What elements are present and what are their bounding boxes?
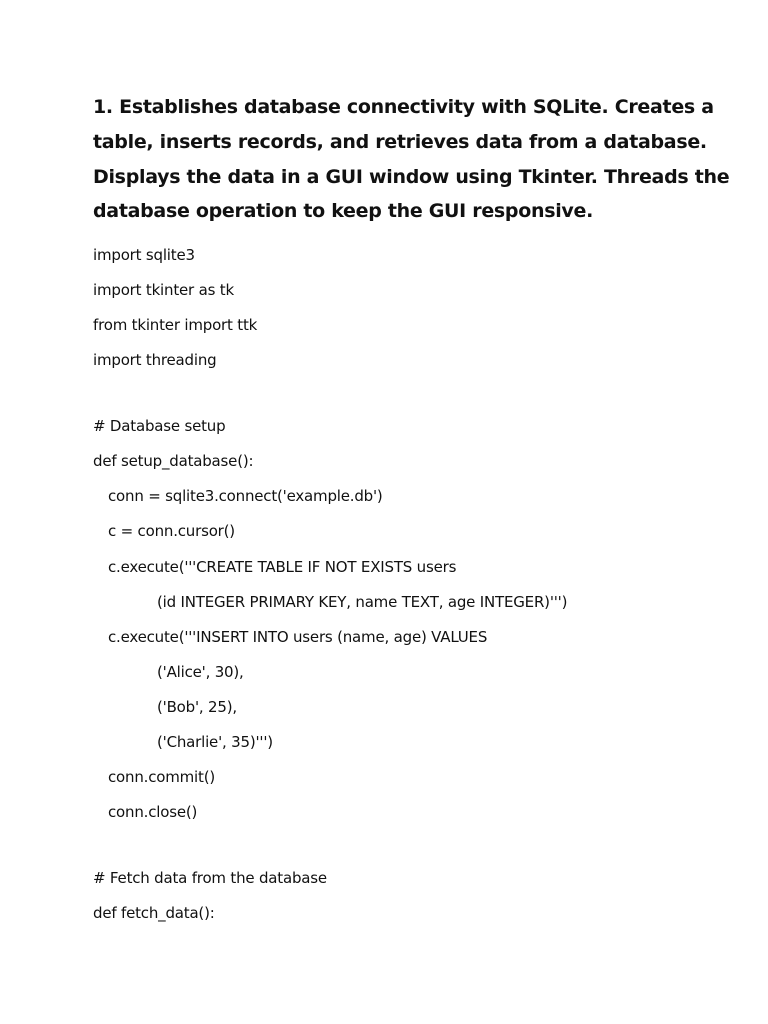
heading-line: 1. Establishes database connectivity with SQLite. Creates a (93, 96, 714, 118)
code-line-value-bob: ('Bob', 25), (157, 697, 237, 716)
code-line-def-fetch-data: def fetch_data(): (93, 904, 215, 923)
task-heading (93, 90, 730, 229)
code-comment-database-setup: # Database setup (93, 417, 226, 436)
code-line-def-setup-database: def setup_database(): (93, 452, 254, 471)
heading-line: Displays the data in a GUI window using Tkinter. Threads the (93, 165, 730, 188)
code-line-table-columns: (id INTEGER PRIMARY KEY, name TEXT, age INTEGER)''') (157, 592, 568, 611)
code-line-insert: c.execute('''INSERT INTO users (name, age) VALUES (108, 627, 488, 646)
code-line-value-charlie: ('Charlie', 35)''') (157, 733, 273, 752)
code-line-import-sqlite3: import sqlite3 (93, 246, 195, 264)
code-line-blank (93, 830, 733, 861)
code-line-import-threading: import threading (93, 351, 217, 370)
code-comment-fetch-data: # Fetch data from the database (93, 869, 327, 888)
code-line-cursor: c = conn.cursor() (108, 522, 235, 541)
code-line-value-alice: ('Alice', 30), (157, 662, 244, 681)
code-line-commit: conn.commit() (108, 768, 216, 787)
code-line-close: conn.close() (108, 803, 198, 822)
heading-line: database operation to keep the GUI responsive. (93, 200, 594, 223)
code-line-connect: conn = sqlite3.connect('example.db') (108, 487, 383, 506)
code-line-create-table: c.execute('''CREATE TABLE IF NOT EXISTS users (108, 557, 457, 576)
code-line-import-ttk: from tkinter import ttk (93, 316, 258, 335)
code-line-import-tkinter: import tkinter as tk (93, 281, 234, 300)
code-line-blank (93, 378, 733, 409)
heading-line: table, inserts records, and retrieves data from a database. (93, 130, 707, 153)
code-listing (93, 238, 733, 931)
